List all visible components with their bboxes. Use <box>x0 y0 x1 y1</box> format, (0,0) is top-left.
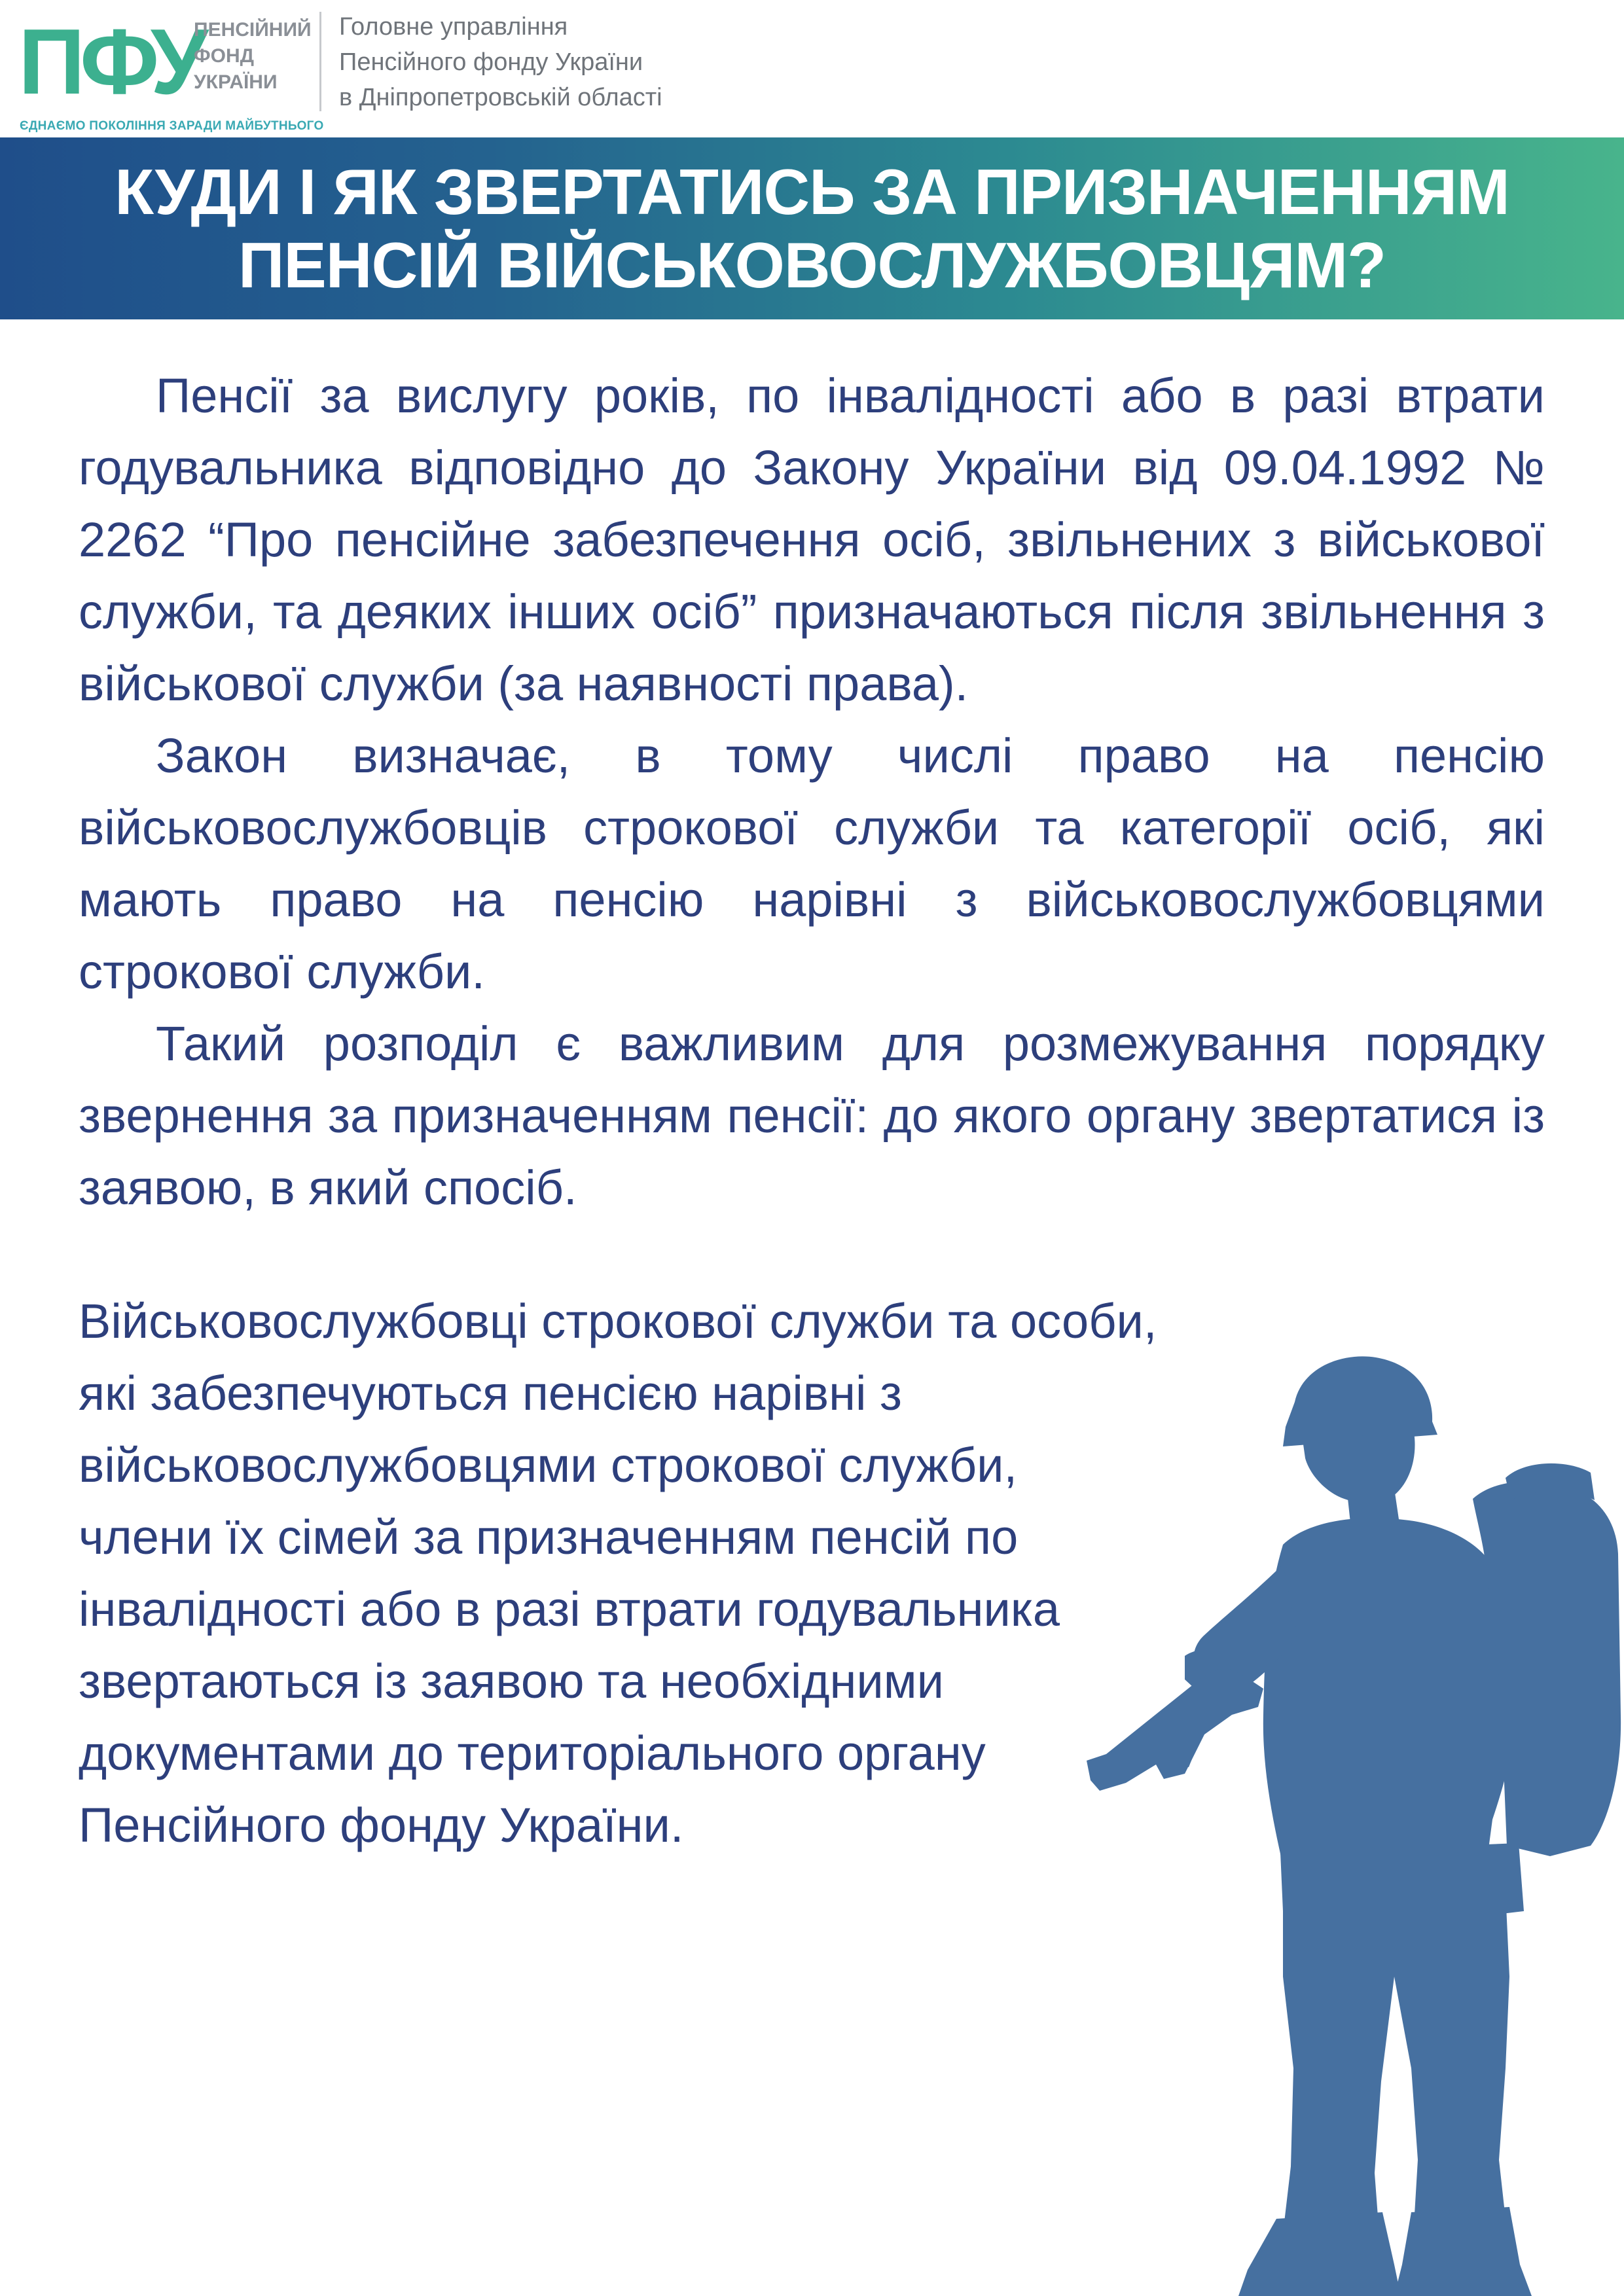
main-content <box>79 360 1545 1224</box>
logo-line: ФОНД <box>194 45 254 67</box>
secondary-line: інвалідності або в разі втрати годувальника <box>79 1582 1060 1636</box>
pfu-logo <box>18 9 324 134</box>
organization-name <box>339 9 662 115</box>
secondary-text <box>79 1285 1178 1861</box>
org-line: в Дніпропетровській області <box>339 84 662 111</box>
title-banner <box>0 137 1624 319</box>
paragraph: Пенсії за вислугу років, по інвалідності або в разі втрати годувальника відповідно до Закону України від 09.04.1992 № 2262 “Про пенсійне забезпечення осіб, звільнених з військової служби, та деяких інших осіб” призначаються після звільнення з військової служби (за наявності права). <box>79 368 1545 711</box>
header-divider <box>319 12 321 111</box>
soldier-silhouette-icon <box>1087 1348 1623 2296</box>
paragraph: Закон визначає, в тому числі право на пенсію військовослужбовців строкової служби та категорії осіб, які мають право на пенсію нарівні з військовослужбовцями строкової служби. <box>79 728 1545 999</box>
secondary-line: документами до територіального органу <box>79 1726 986 1780</box>
logo-wordmark <box>194 17 312 96</box>
secondary-line: Пенсійного фонду України. <box>79 1798 684 1852</box>
secondary-line: які забезпечуються пенсією нарівні з <box>79 1366 902 1420</box>
secondary-line: члени їх сімей за призначенням пенсій по <box>79 1510 1019 1564</box>
title-line: КУДИ І ЯК ЗВЕРТАТИСЬ ЗА ПРИЗНАЧЕННЯМ <box>115 156 1509 228</box>
secondary-line: військовослужбовцями строкової служби, <box>79 1438 1018 1492</box>
title-line: ПЕНСІЙ ВІЙСЬКОВОСЛУЖБОВЦЯМ? <box>238 229 1386 301</box>
secondary-line: Військовослужбовці строкової служби та особи, <box>79 1294 1157 1348</box>
org-line: Головне управління <box>339 13 568 41</box>
paragraph: Такий розподіл є важливим для розмежування порядку звернення за призначенням пенсії: до якого органу звертатися із заявою, в який спосіб. <box>79 1016 1545 1215</box>
secondary-line: звертаються із заявою та необхідними <box>79 1654 944 1708</box>
logo-mark: ПФУ <box>18 10 204 114</box>
logo-line: УКРАЇНИ <box>194 71 278 93</box>
logo-tagline: ЄДНАЄМО ПОКОЛІННЯ ЗАРАДИ МАЙБУТНЬОГО <box>20 119 324 133</box>
logo-line: ПЕНСІЙНИЙ <box>194 19 312 41</box>
org-line: Пенсійного фонду України <box>339 48 643 76</box>
page-title <box>0 137 1624 319</box>
